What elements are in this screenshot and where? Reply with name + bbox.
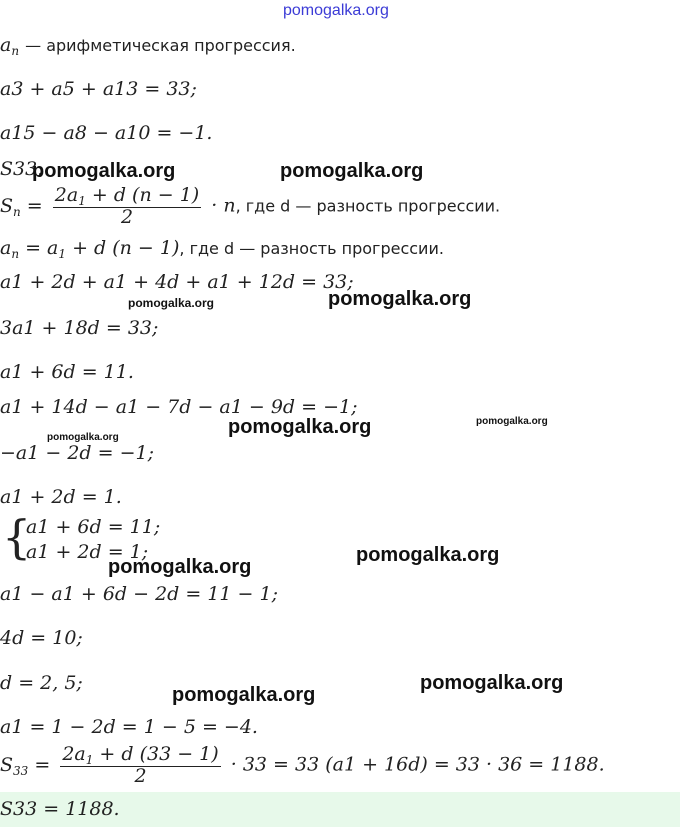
watermark: pomogalka.org <box>476 416 548 427</box>
step-substitute-1: a1 + 2d + a1 + 4d + a1 + 12d = 33; <box>0 271 354 293</box>
watermark: pomogalka.org <box>128 296 215 310</box>
condition-1: a3 + a5 + a13 = 33; <box>0 78 197 100</box>
watermark: pomogalka.org <box>32 160 176 182</box>
final-computation: $S_{33}$ = $\frac{2a_1 + d (33 - 1)}{2}$ · 33 = 33 (a1 + 16d) = 33 · 36 = 1188. <box>0 743 605 787</box>
sum-formula: $S_n$ = $\frac{2a_1 + d (n - 1)}{2}$ · n, где d — разность прогрессии. <box>0 184 501 228</box>
equation-2: a1 + 2d = 1. <box>0 486 122 508</box>
watermark: pomogalka.org <box>356 544 500 566</box>
watermark: pomogalka.org <box>47 432 119 443</box>
find-s33: S33. <box>0 158 44 180</box>
condition-2: a15 − a8 − a10 = −1. <box>0 122 213 144</box>
step-d: d = 2, 5; <box>0 672 83 694</box>
watermark: pomogalka.org <box>108 556 252 578</box>
sum-formula-note: , где d — разность прогрессии. <box>235 196 501 216</box>
system-eq-1: a1 + 6d = 11; <box>26 516 161 538</box>
equation-1: a1 + 6d = 11. <box>0 361 134 383</box>
system-eq-2: a1 + 2d = 1; <box>26 541 149 563</box>
final-fraction: $\frac{2a_1 + d (33 - 1)}{2}$ <box>62 743 219 787</box>
system-brace: { <box>2 510 32 564</box>
step-4d: 4d = 10; <box>0 627 83 649</box>
step-a1: a1 = 1 − 2d = 1 − 5 = −4. <box>0 716 258 738</box>
an-symbol: $a_n$ <box>0 34 20 58</box>
watermark: pomogalka.org <box>172 684 316 706</box>
watermark: pomogalka.org <box>228 416 372 438</box>
watermark: pomogalka.org <box>328 288 472 310</box>
step-simplify-2: −a1 − 2d = −1; <box>0 442 154 464</box>
sum-fraction: $\frac{2a_1 + d (n - 1)}{2}$ <box>54 184 200 228</box>
answer: S33 = 1188. <box>0 798 120 820</box>
watermark: pomogalka.org <box>420 672 564 694</box>
watermark-top: pomogalka.org <box>283 2 389 19</box>
step-simplify-1: 3a1 + 18d = 33; <box>0 317 159 339</box>
progression-label: — арифметическая прогрессия. <box>25 36 296 55</box>
nth-term-note: , где d — разность прогрессии. <box>179 239 444 258</box>
step-subtract: a1 − a1 + 6d − 2d = 11 − 1; <box>0 583 278 605</box>
nth-term-formula: $a_n = a_1 + d$ (n − 1), где d — разность прогрессии. <box>0 237 444 261</box>
watermark: pomogalka.org <box>280 160 424 182</box>
step-substitute-2: a1 + 14d − a1 − 7d − a1 − 9d = −1; <box>0 396 358 418</box>
problem-statement <box>0 36 296 57</box>
